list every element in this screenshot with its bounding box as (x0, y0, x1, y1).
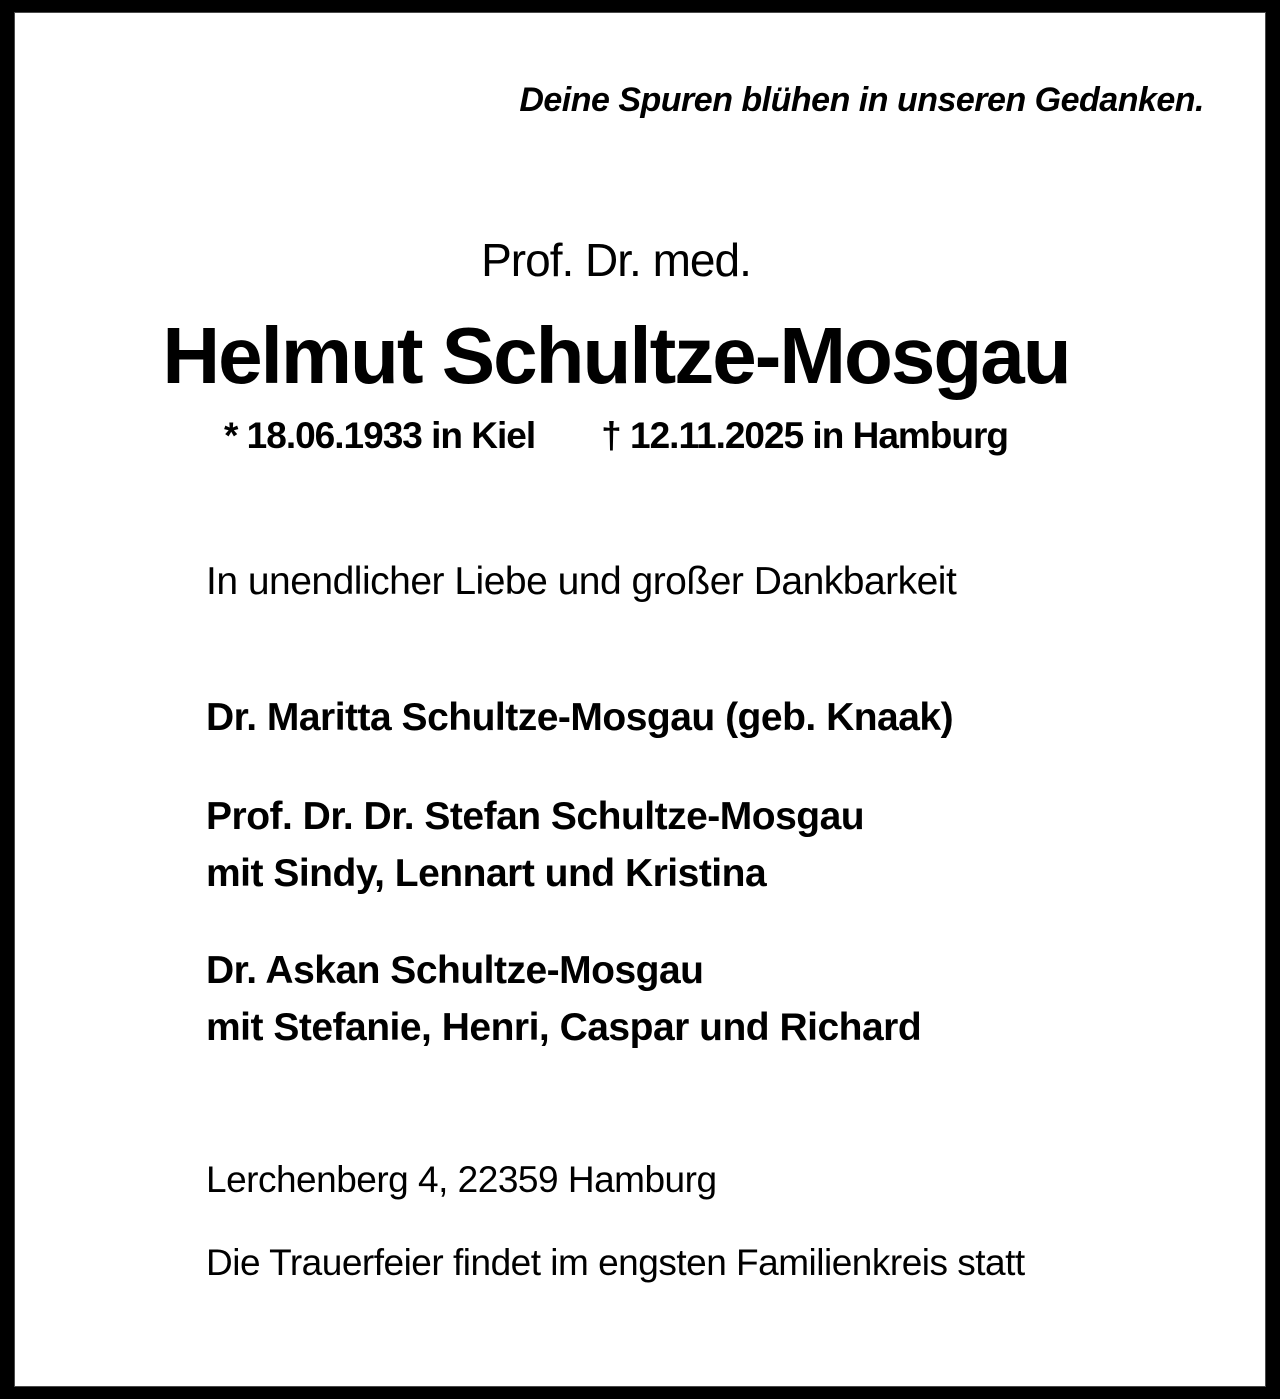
mourner-name: Prof. Dr. Dr. Stefan Schultze-Mosgau (206, 795, 865, 839)
birth-date: * 18.06.1933 in Kiel (223, 414, 536, 456)
obituary-page (14, 12, 1266, 1387)
address-line: Lerchenberg 4, 22359 Hamburg (206, 1159, 717, 1201)
deceased-name: Helmut Schultze-Mosgau (162, 310, 1070, 400)
mourner-group (206, 689, 1218, 746)
mourner-group (206, 788, 1218, 902)
academic-title: Prof. Dr. med. (481, 233, 751, 286)
mourner-family-line: mit Sindy, Lennart und Kristina (206, 852, 767, 896)
mourner-family-line: mit Stefanie, Henri, Caspar und Richard (206, 1006, 922, 1050)
mourner-name: Dr. Askan Schultze-Mosgau (206, 949, 704, 993)
mourner-name: Dr. Maritta Schultze-Mosgau (geb. Knaak) (206, 696, 954, 740)
funeral-note: Die Trauerfeier findet im engsten Familienkreis statt (206, 1241, 1025, 1283)
mourner-group (206, 942, 1218, 1056)
mourners-block (14, 559, 1218, 1285)
life-dates (14, 414, 1218, 458)
epigraph-quote: Deine Spuren blühen in unseren Gedanken. (519, 81, 1204, 119)
obituary-content (14, 80, 1266, 1285)
dedication-line: In unendlicher Liebe und großer Dankbarkeit (206, 560, 957, 604)
death-date: † 12.11.2025 in Hamburg (601, 414, 1008, 456)
